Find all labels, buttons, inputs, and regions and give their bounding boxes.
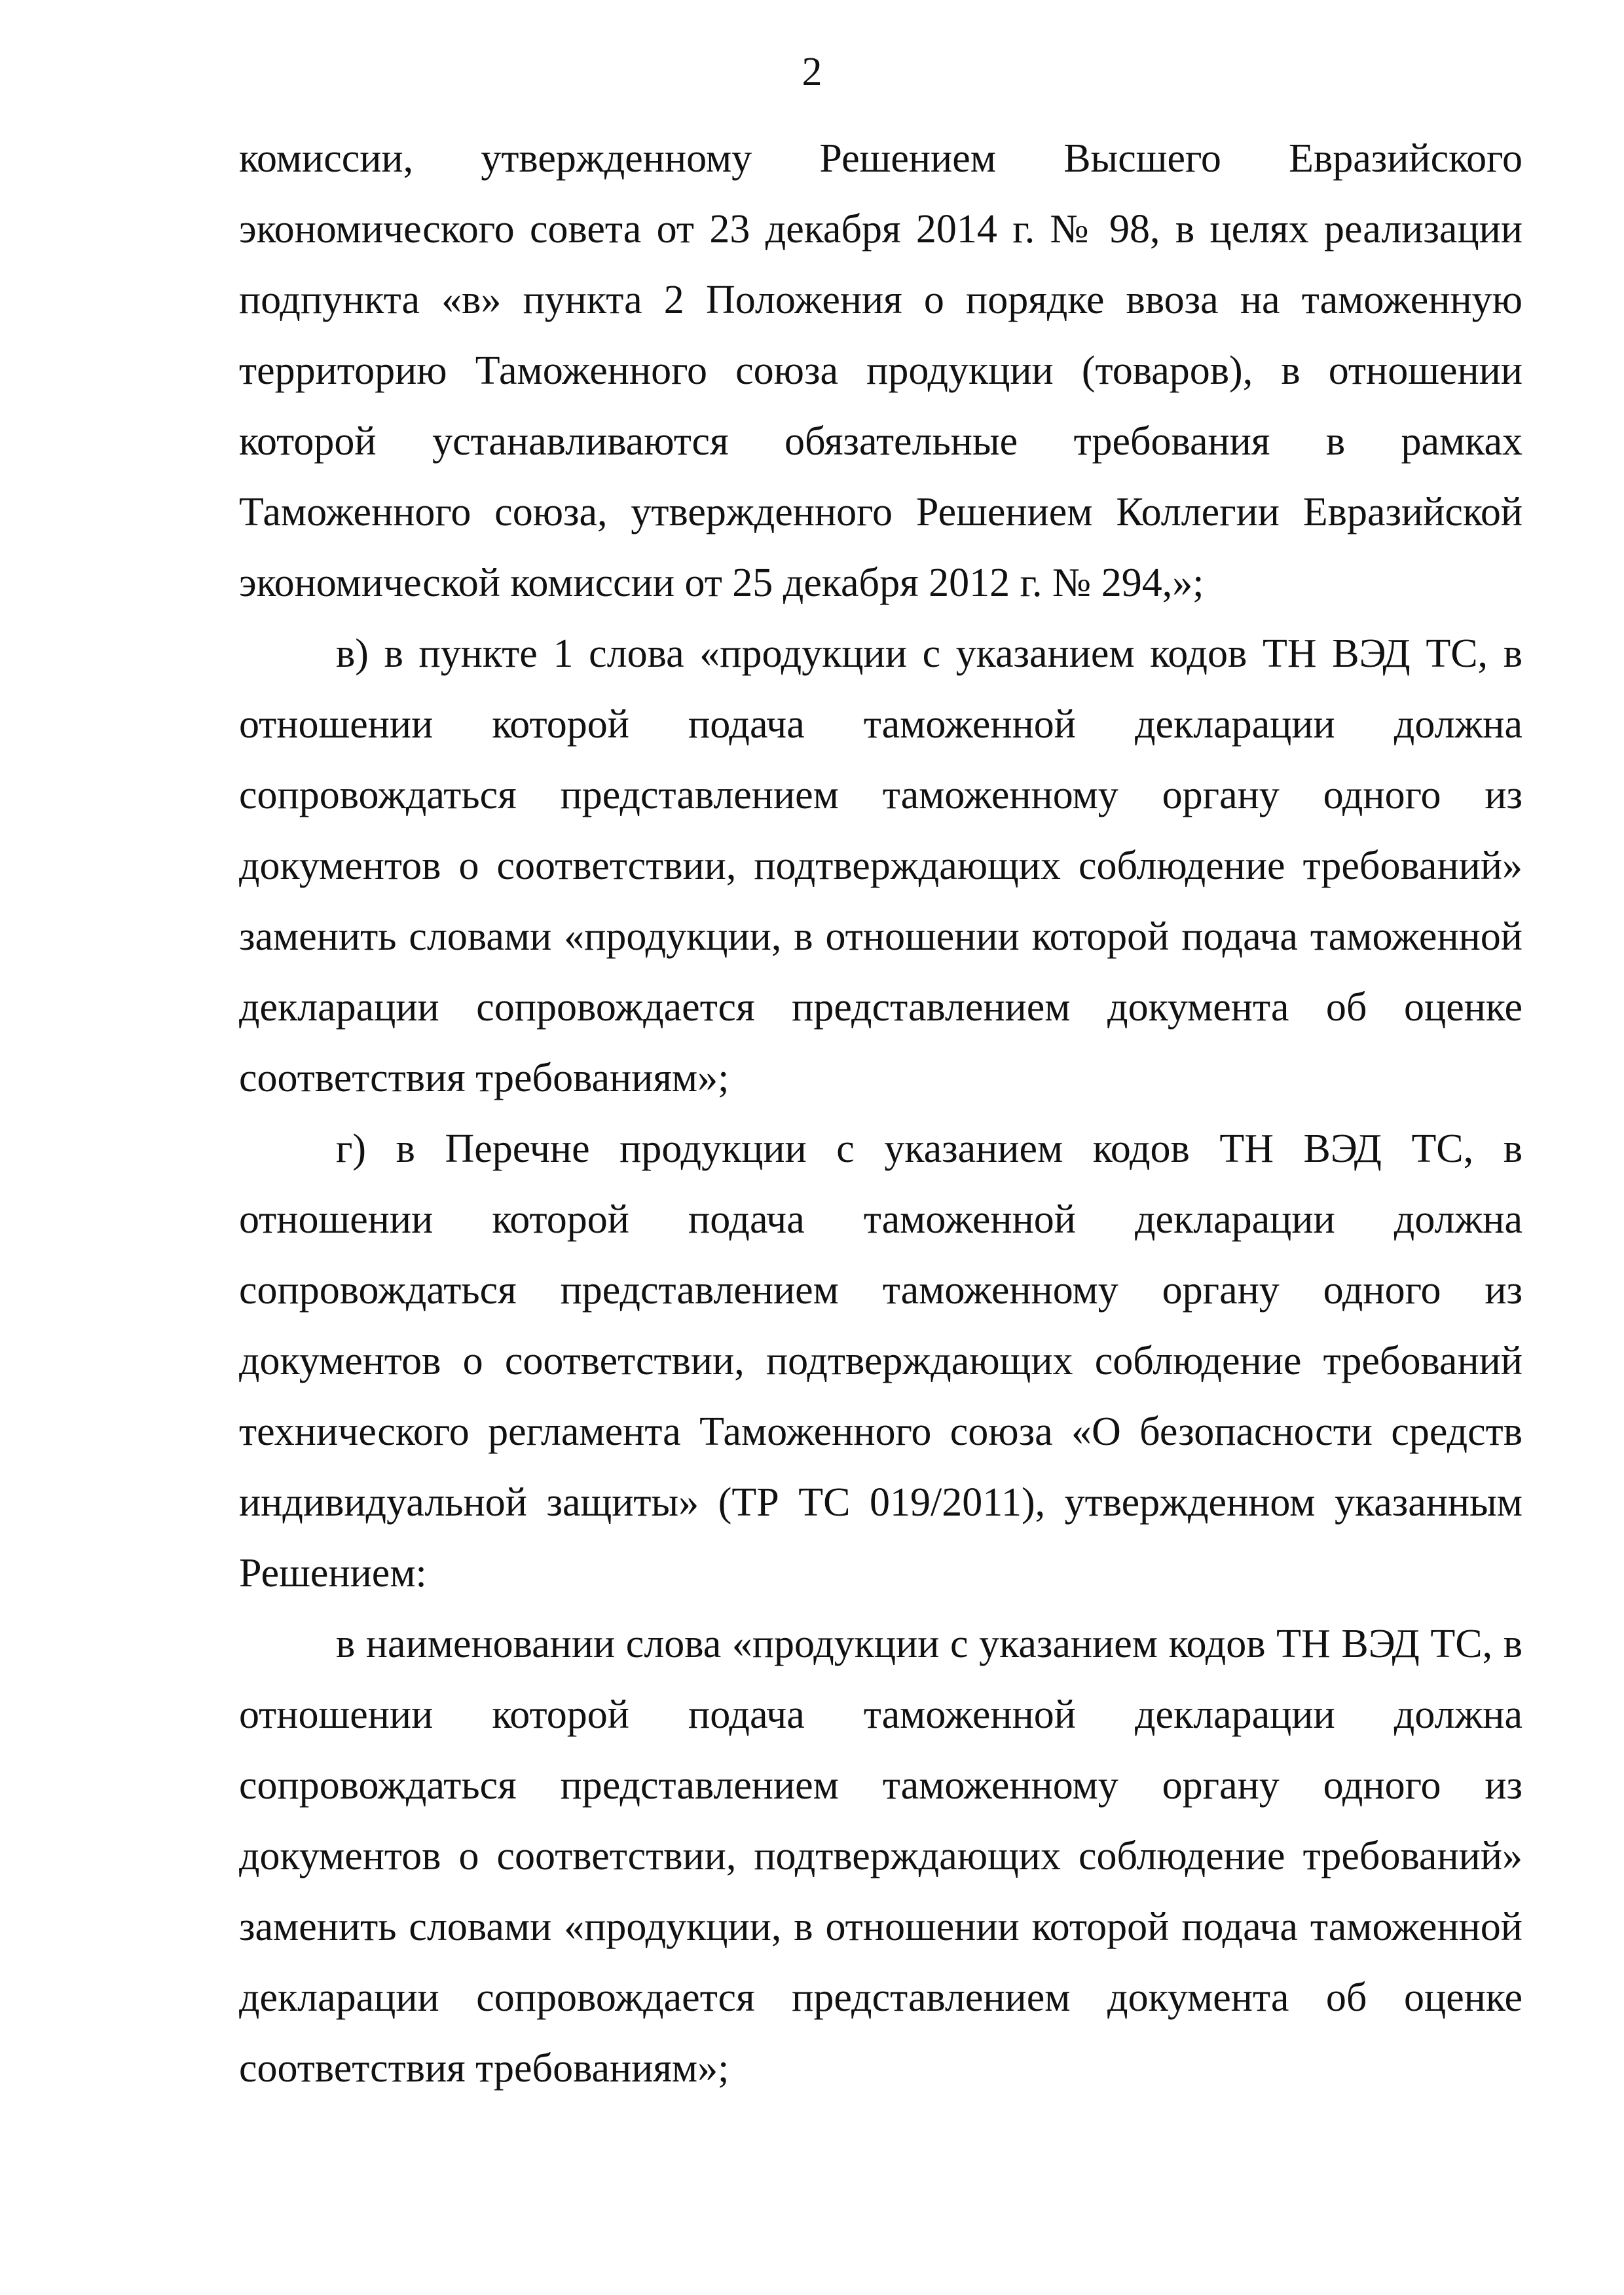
page-number: 2 bbox=[802, 50, 822, 94]
document-body bbox=[239, 123, 1522, 2104]
paragraph-item-g: г) в Перечне продукции с указанием кодов ТН ВЭД ТС, в отношении которой подача таможенной декларации должна сопровождаться представлением таможенному органу одного из документов о соответствии, подтверждающих соблюдение требований технического регламента Таможенного союза «О безопасности средств индивидуальной защиты» (ТР ТС 019/2011), утвержденном указанным Решением: bbox=[239, 1127, 1522, 1595]
paragraph-item-v: в) в пункте 1 слова «продукции с указанием кодов ТН ВЭД ТС, в отношении которой подача таможенной декларации должна сопровождаться представлением таможенному органу одного из документов о соответствии, подтверждающих соблюдение требований» заменить словами «продукции, в отношении которой подача таможенной декларации сопровождается представлением документа об оценке соответствия требованиям»; bbox=[239, 631, 1522, 1100]
paragraph-name-change: в наименовании слова «продукции с указанием кодов ТН ВЭД ТС, в отношении которой подача таможенной декларации должна сопровождаться представлением таможенному органу одного из документов о соответствии, подтверждающих соблюдение требований» заменить словами «продукции, в отношении которой подача таможенной декларации сопровождается представлением документа об оценке соответствия требованиям»; bbox=[239, 1622, 1522, 2091]
paragraph-continuation: комиссии, утвержденному Решением Высшего Евразийского экономического совета от 23 декабря 2014 г. № 98, в целях реализации подпункта «в» пункта 2 Положения о порядке ввоза на таможенную территорию Таможенного союза продукции (товаров), в отношении которой устанавливаются обязательные требования в рамках Таможенного союза, утвержденного Решением Коллегии Евразийской экономической комиссии от 25 декабря 2012 г. № 294,»; bbox=[239, 136, 1522, 605]
